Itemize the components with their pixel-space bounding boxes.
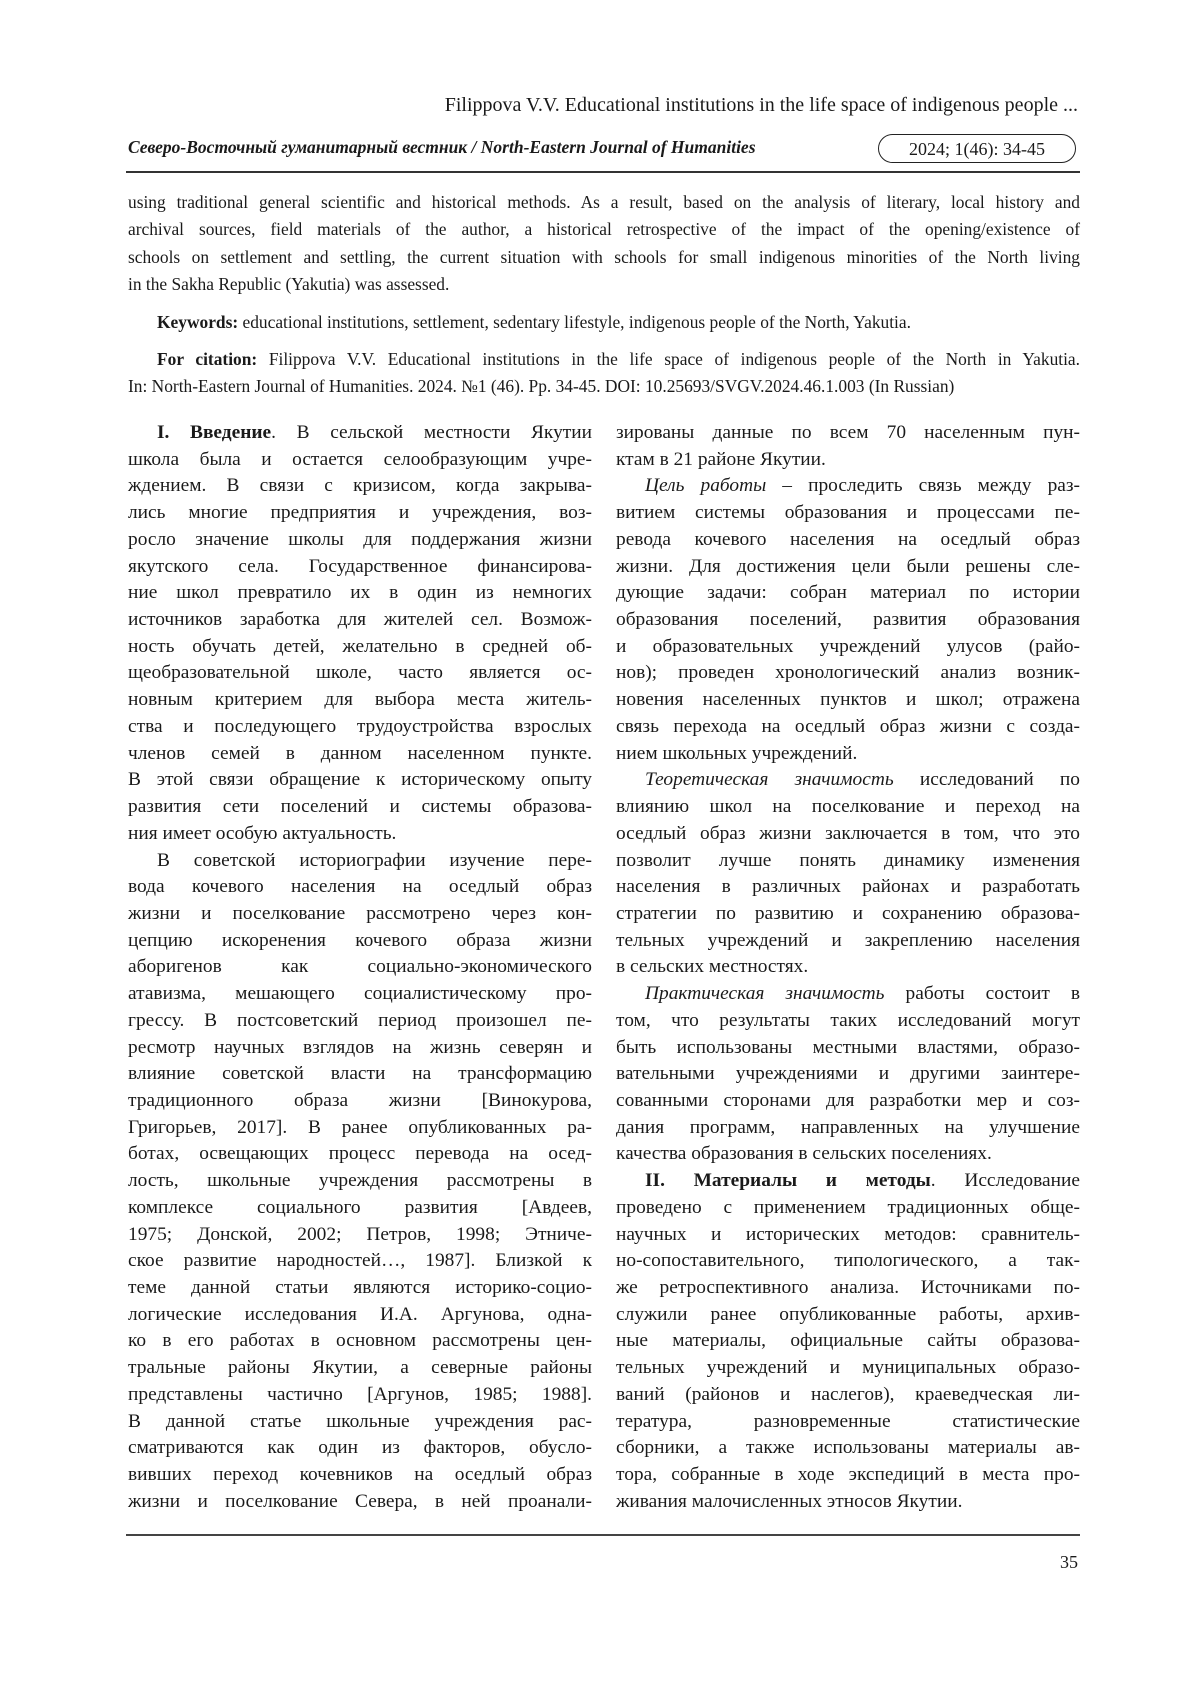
abstract-block	[128, 189, 1080, 401]
text-line	[616, 473, 1080, 500]
text-line	[128, 1302, 592, 1329]
text-line	[128, 1035, 592, 1062]
text-line	[616, 767, 1080, 794]
line-text: образования поселений, развития образования	[616, 609, 1080, 631]
text-line	[616, 981, 1080, 1008]
line-text: логические исследования И.А. Аргунова, одна-	[128, 1303, 592, 1325]
line-text: using traditional general scientific and historical methods. As a result, based on the analysis of literary, local history and	[128, 192, 1080, 212]
text-line	[616, 794, 1080, 821]
line-text: В этой связи обращение к историческому опыту	[128, 769, 592, 791]
text-line	[616, 527, 1080, 554]
text-line	[616, 660, 1080, 687]
line-text: комплексе социального развития [Авдеев,	[128, 1196, 592, 1218]
text-line	[616, 1248, 1080, 1275]
text-line	[128, 271, 1080, 298]
text-line	[128, 607, 592, 634]
line-text: ность обучать детей, желательно в средней об-	[128, 635, 592, 657]
text-line	[128, 473, 592, 500]
right-column	[616, 420, 1080, 1515]
line-text: ское развитие народностей…, 1987]. Близкой к	[128, 1250, 592, 1272]
line-text: развития сети поселений и системы образова-	[128, 796, 592, 818]
line-text: населения в различных районах и разработать	[616, 876, 1080, 898]
line-text: тральные районы Якутии, а северные районы	[128, 1357, 592, 1379]
text-line	[616, 634, 1080, 661]
line-text: новным критерием для выбора места житель-	[128, 689, 592, 711]
footer-divider	[126, 1534, 1080, 1536]
line-text: аборигенов как социально-экономического	[128, 956, 592, 978]
text-line	[128, 189, 1080, 216]
line-text: educational institutions, settlement, sedentary lifestyle, indigenous people of the North, Yakutia.	[238, 311, 911, 332]
left-column	[128, 420, 592, 1515]
text-line	[616, 1302, 1080, 1329]
line-text: зированы данные по всем 70 населенным пун-	[616, 422, 1080, 443]
line-text: позволит лучше понять динамику изменения	[616, 849, 1080, 871]
text-line	[616, 1328, 1080, 1355]
text-line	[128, 346, 1080, 373]
line-text: ждением. В связи с кризисом, когда закрыва-	[128, 475, 592, 497]
line-text: стратегии по развитию и сохранению образова-	[616, 902, 1080, 924]
line-text: щеобразовательной школе, часто является ос-	[128, 662, 592, 684]
text-line	[616, 848, 1080, 875]
bold-lead: I. Введение	[157, 422, 272, 443]
text-line	[616, 741, 1080, 768]
line-text: дания программ, направленных на улучшение	[616, 1116, 1080, 1138]
line-text: лись многие предприятия и учреждения, воз-	[128, 502, 592, 524]
text-line	[128, 1489, 592, 1516]
line-text: ктам в 21 районе Якутии.	[616, 448, 826, 470]
text-line	[128, 216, 1080, 243]
text-line	[616, 954, 1080, 981]
line-text: ботах, освещающих процесс перевода на осед-	[128, 1143, 592, 1165]
line-text: В данной статье школьные учреждения рас-	[128, 1410, 592, 1432]
text-line	[616, 928, 1080, 955]
text-line	[616, 1409, 1080, 1436]
line-text: теме данной статьи являются историко-социо-	[128, 1277, 592, 1298]
text-line	[616, 821, 1080, 848]
text-line	[128, 1409, 592, 1436]
text-line	[128, 687, 592, 714]
line-text: в сельских местностях.	[616, 956, 809, 978]
line-text: . В сельской местности Якутии	[271, 422, 592, 443]
line-text: влияние советской власти на трансформацию	[128, 1063, 592, 1085]
text-line	[128, 1382, 592, 1409]
paragraph-gap	[128, 299, 1080, 309]
line-text: нов); проведен хронологический анализ возник-	[616, 662, 1080, 684]
line-text: исследований по	[893, 769, 1080, 791]
line-text: schools on settlement and settling, the current situation with schools for small indigenous minorities of the North living	[128, 246, 1080, 267]
line-text: archival sources, field materials of the author, a historical retrospective of the impact of the opening/existence of	[128, 219, 1080, 240]
text-line	[128, 244, 1080, 271]
line-text: работы состоит в	[884, 983, 1080, 1005]
text-line	[128, 1248, 592, 1275]
text-line	[616, 714, 1080, 741]
line-text: и образовательных учреждений улусов (райо-	[616, 635, 1080, 657]
line-text: жизни и поселкование Севера, в ней проанали-	[128, 1490, 592, 1512]
issue-badge: 2024; 1(46): 34-45	[878, 134, 1076, 163]
text-line	[616, 554, 1080, 581]
text-line	[128, 848, 592, 875]
line-text: научных и исторических методов: сравнитель-	[616, 1223, 1080, 1245]
line-text: цепцию искоренения кочевого образа жизни	[128, 929, 592, 951]
text-line	[128, 309, 1080, 336]
text-line	[128, 1088, 592, 1115]
line-text: В советской историографии изучение пере-	[157, 849, 592, 871]
line-text: ние школ превратило их в один из немногих	[128, 582, 592, 604]
line-text: же ретроспективного анализа. Источниками по-	[616, 1277, 1080, 1298]
line-text: вода кочевого населения на оседлый образ	[128, 876, 592, 898]
line-text: качества образования в сельских поселениях.	[616, 1143, 992, 1165]
text-line	[128, 580, 592, 607]
text-line	[616, 420, 1080, 447]
text-line	[128, 420, 592, 447]
paragraph-gap	[128, 336, 1080, 346]
line-text: сованными сторонами для разработки мер и соз-	[616, 1089, 1080, 1111]
line-text: 1975; Донской, 2002; Петров, 1998; Этниче-	[128, 1223, 592, 1245]
line-text: проведено с применением традиционных обще-	[616, 1196, 1080, 1218]
line-text: Григорьев, 2017]. В ранее опубликованных ра-	[128, 1116, 592, 1138]
line-text: источников заработка для жителей сел. Возмож-	[128, 609, 592, 631]
text-line	[616, 1061, 1080, 1088]
text-line	[616, 500, 1080, 527]
header-divider	[126, 171, 1080, 173]
bold-lead: II. Материалы и методы	[645, 1170, 931, 1192]
line-text: влиянию школ на поселкование и переход на	[616, 796, 1080, 818]
text-line	[616, 1115, 1080, 1142]
text-line	[616, 1088, 1080, 1115]
text-line	[128, 954, 592, 981]
line-text: дующие задачи: собран материал по истории	[616, 582, 1080, 604]
line-text: витием системы образования и процессами пе-	[616, 502, 1080, 524]
text-line	[128, 1008, 592, 1035]
text-line	[128, 874, 592, 901]
line-text: ные материалы, официальные сайты образова-	[616, 1330, 1080, 1352]
text-line	[128, 1061, 592, 1088]
text-line	[128, 794, 592, 821]
page-number: 35	[1060, 1552, 1078, 1572]
italic-lead: Теоретическая значимость	[645, 769, 894, 791]
text-line	[128, 1222, 592, 1249]
line-text: In: North-Eastern Journal of Humanities. 2024. №1 (46). Pp. 34-45. DOI: 10.25693/SVGV.2024.46.1.003 (In Russian)	[128, 376, 955, 397]
text-line	[128, 821, 592, 848]
text-line	[128, 527, 592, 554]
text-line	[128, 634, 592, 661]
line-text: ваний (районов и наслегов), краеведческая ли-	[616, 1383, 1080, 1405]
text-line	[128, 1462, 592, 1489]
line-text: традиционного образа жизни [Винокурова,	[128, 1089, 592, 1111]
line-text: быть использованы местными властями, образо-	[616, 1036, 1080, 1058]
text-line	[128, 1328, 592, 1355]
running-title: Filippova V.V. Educational institutions in the life space of indigenous people ...	[444, 94, 1078, 116]
line-text: ко в его работах в основном рассмотрены цен-	[128, 1330, 592, 1352]
line-text: связь перехода на оседлый образ жизни с созда-	[616, 715, 1080, 737]
text-line	[616, 1035, 1080, 1062]
text-line	[616, 1489, 1080, 1516]
text-line	[616, 1462, 1080, 1489]
line-text: якутского села. Государственное финансирова-	[128, 555, 592, 577]
line-text: школа была и остается селообразующим учре-	[128, 448, 592, 470]
text-line	[128, 1355, 592, 1382]
line-text: ревода кочевого населения на оседлый образ	[616, 528, 1080, 550]
text-line	[128, 447, 592, 474]
text-line	[616, 1168, 1080, 1195]
text-line	[616, 874, 1080, 901]
line-text: атавизма, мешающего социалистическому про-	[128, 983, 592, 1005]
line-text: нием школьных учреждений.	[616, 742, 858, 764]
line-text: сборники, а также использованы материалы ав-	[616, 1437, 1080, 1459]
line-text: ства и последующего трудоустройства взрослых	[128, 715, 592, 737]
italic-lead: Практическая значимость	[645, 983, 885, 1005]
line-text: но-сопоставительного, типологического, а так-	[616, 1250, 1080, 1272]
text-line	[128, 767, 592, 794]
text-line	[128, 741, 592, 768]
line-text: жизни и поселкование рассмотрено через кон-	[128, 902, 592, 924]
text-line	[616, 447, 1080, 474]
line-text: тература, разновременные статистические	[616, 1410, 1080, 1432]
text-line	[128, 1115, 592, 1142]
text-line	[128, 660, 592, 687]
line-text: ния имеет особую актуальность.	[128, 822, 397, 844]
text-line	[616, 1141, 1080, 1168]
text-line	[616, 1008, 1080, 1035]
text-line	[128, 1141, 592, 1168]
line-text: in the Sakha Republic (Yakutia) was assessed.	[128, 274, 450, 295]
text-line	[616, 1222, 1080, 1249]
text-line	[616, 607, 1080, 634]
bold-lead: Keywords:	[157, 311, 239, 332]
text-line	[128, 373, 1080, 400]
line-text: оседлый образ жизни заключается в том, что это	[616, 822, 1080, 844]
text-line	[128, 714, 592, 741]
text-line	[128, 500, 592, 527]
line-text: представлены частично [Аргунов, 1985; 1988].	[128, 1383, 592, 1405]
text-line	[128, 901, 592, 928]
bold-lead: For citation:	[157, 348, 258, 369]
line-text: служили ранее опубликованные работы, архив-	[616, 1303, 1080, 1325]
text-line	[616, 901, 1080, 928]
line-text: новения населенных пунктов и школ; отражена	[616, 689, 1080, 711]
line-text: том, что результаты таких исследований могут	[616, 1009, 1080, 1031]
line-text: тора, собранные в ходе экспедиций в места про-	[616, 1464, 1080, 1486]
text-line	[616, 687, 1080, 714]
line-text: росло значение школы для поддержания жизни	[128, 528, 592, 550]
line-text: вательными учреждениями и другими заинтере-	[616, 1063, 1080, 1085]
line-text: Filippova V.V. Educational institutions in the life space of indigenous people of the North in Yakutia.	[257, 348, 1080, 369]
line-text: – проследить связь между раз-	[766, 475, 1080, 497]
line-text: грессу. В постсоветский период произошел пе-	[128, 1009, 592, 1031]
italic-lead: Цель работы	[645, 475, 767, 497]
line-text: вивших переход кочевников на оседлый образ	[128, 1464, 592, 1486]
text-line	[616, 1355, 1080, 1382]
line-text: сматриваются как один из факторов, обусло-	[128, 1437, 592, 1459]
line-text: тельных учреждений и закреплению населения	[616, 929, 1080, 951]
text-line	[616, 580, 1080, 607]
text-line	[128, 1275, 592, 1302]
text-line	[128, 928, 592, 955]
line-text: тельных учреждений и муниципальных образо-	[616, 1357, 1080, 1379]
line-text: ресмотр научных взглядов на жизнь северян и	[128, 1036, 592, 1058]
line-text: членов семей в данном населенном пункте.	[128, 742, 592, 764]
text-line	[616, 1435, 1080, 1462]
text-line	[128, 1168, 592, 1195]
line-text: . Исследование	[930, 1170, 1080, 1192]
text-line	[616, 1382, 1080, 1409]
journal-title: Северо-Восточный гуманитарный вестник / North-Eastern Journal of Humanities	[128, 137, 756, 157]
text-line	[128, 1435, 592, 1462]
text-line	[616, 1195, 1080, 1222]
text-line	[128, 1195, 592, 1222]
line-text: жизни. Для достижения цели были решены сле-	[616, 555, 1080, 577]
text-line	[616, 1275, 1080, 1302]
line-text: лость, школьные учреждения рассмотрены в	[128, 1170, 592, 1192]
line-text: живания малочисленных этносов Якутии.	[616, 1490, 963, 1512]
text-line	[128, 981, 592, 1008]
text-line	[128, 554, 592, 581]
